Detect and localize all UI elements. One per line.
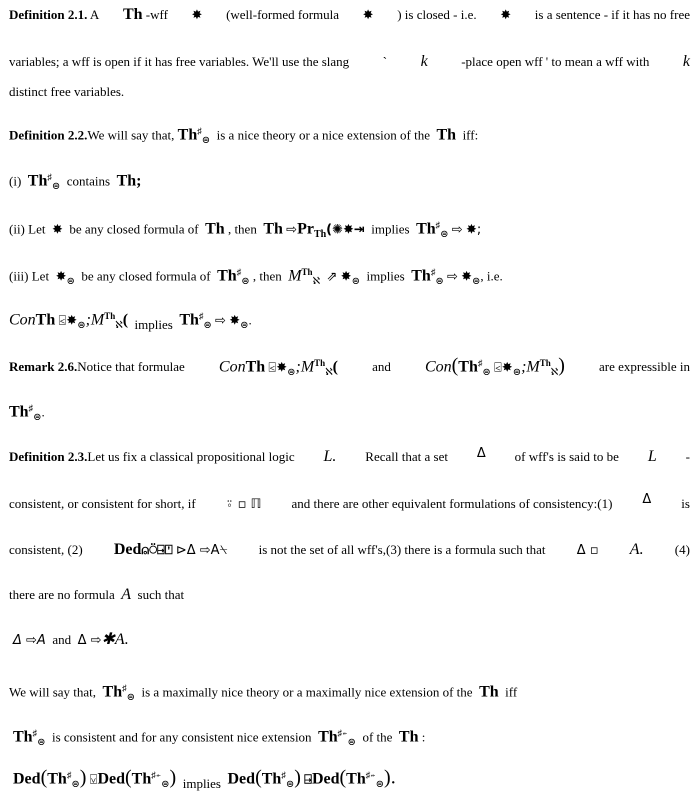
def22-label: Definition 2.2.	[9, 127, 88, 143]
def23-line3: consistent, (2) Ded⍝⍥⍈⍞ ⊳Δ ⇨A⍀ is not the set of all wff's,(3) there is a formula such that Δ ▫ A. (4)	[9, 541, 690, 558]
def21-line1: Definition 2.1. A Th -wff ✸ (well-formed formula ✸ ) is closed - i.e. ✸ is a sentence - if it has no free	[9, 5, 690, 26]
def21-line3: distinct free variables.	[9, 84, 125, 99]
def23-label: Definition 2.3.	[9, 449, 88, 464]
def22-item-ii: (ii) Let ✸ be any closed formula of Th , then Th $⇨Pr_{Th}(✺✸⇥$ implies $Th^♯_⊜$ ⇨ ✸;	[9, 220, 482, 240]
def21-line2: variables; a wff is open if it has free variables. We'll use the slang ` k -place open wff ' to mean a wff with k	[9, 53, 690, 70]
maxdef-line3: $Ded(Th^♯_⊜)$ $⍌Ded(Th^{♯⍅}_⊜)$ implies $Ded(Th^♯_⊜)$ $⍈Ded(Th^{♯⍅}_⊜)$.	[13, 766, 396, 792]
def22-item-i: (i) $Th^♯_⊜$ contains Th;	[9, 172, 142, 192]
rem26-line2: $Th^♯_⊜$.	[9, 403, 45, 423]
def23-line4: there are no formula A such that	[9, 586, 185, 603]
def23-line5: Δ ⇨A and Δ ⇨✱A.	[13, 631, 129, 648]
maxdef-line2: $Th^♯_⊜$ is consistent and for any consistent nice extension $Th^{♯⍅}_⊜$ of the Th :	[13, 728, 426, 748]
def22-item-con: ConTh $⍃✸_⊜;MTh_ℵ$( implies $Th^♯_⊜$ ⇨ $✸_⊜$.	[9, 311, 252, 333]
rem26-label: Remark 2.6.	[9, 359, 78, 375]
rem26-line1: Remark 2.6.Notice that formulae ConTh $⍃✸_⊜;MTh_ℵ$( and $Con(Th^♯_⊜$ $⍃✸_⊜;MTh_ℵ$) are expressible in	[9, 354, 690, 378]
def22-line1: Definition 2.2.We will say that, $Th^♯_⊜$ is a nice theory or a nice extension of the Th iff:	[9, 126, 479, 146]
def23-line1: Definition 2.3.Let us fix a classical propositional logic L. Recall that a set Δ of wff's is said to be L -	[9, 446, 690, 465]
star-glyph: ✸	[191, 8, 203, 23]
def21-label: Definition 2.1.	[9, 7, 88, 22]
def22-item-iii: (iii) Let $✸_⊜$ be any closed formula of $Th^♯_⊜$ , then $MTh_ℵ$ ⇗ $✸_⊜$ implies $Th^♯_⊜$ ⇨ $✸_⊜$, i.e.	[9, 267, 503, 287]
def23-line2: consistent, or consistent for short, if ⍤ ▫ ℿ and there are other equivalent formulations of consistency:(1) Δ is	[9, 492, 690, 512]
maxdef-line1: We will say that, $Th^♯_⊜$ is a maximally nice theory or a maximally nice extension of the Th iff	[9, 683, 518, 703]
